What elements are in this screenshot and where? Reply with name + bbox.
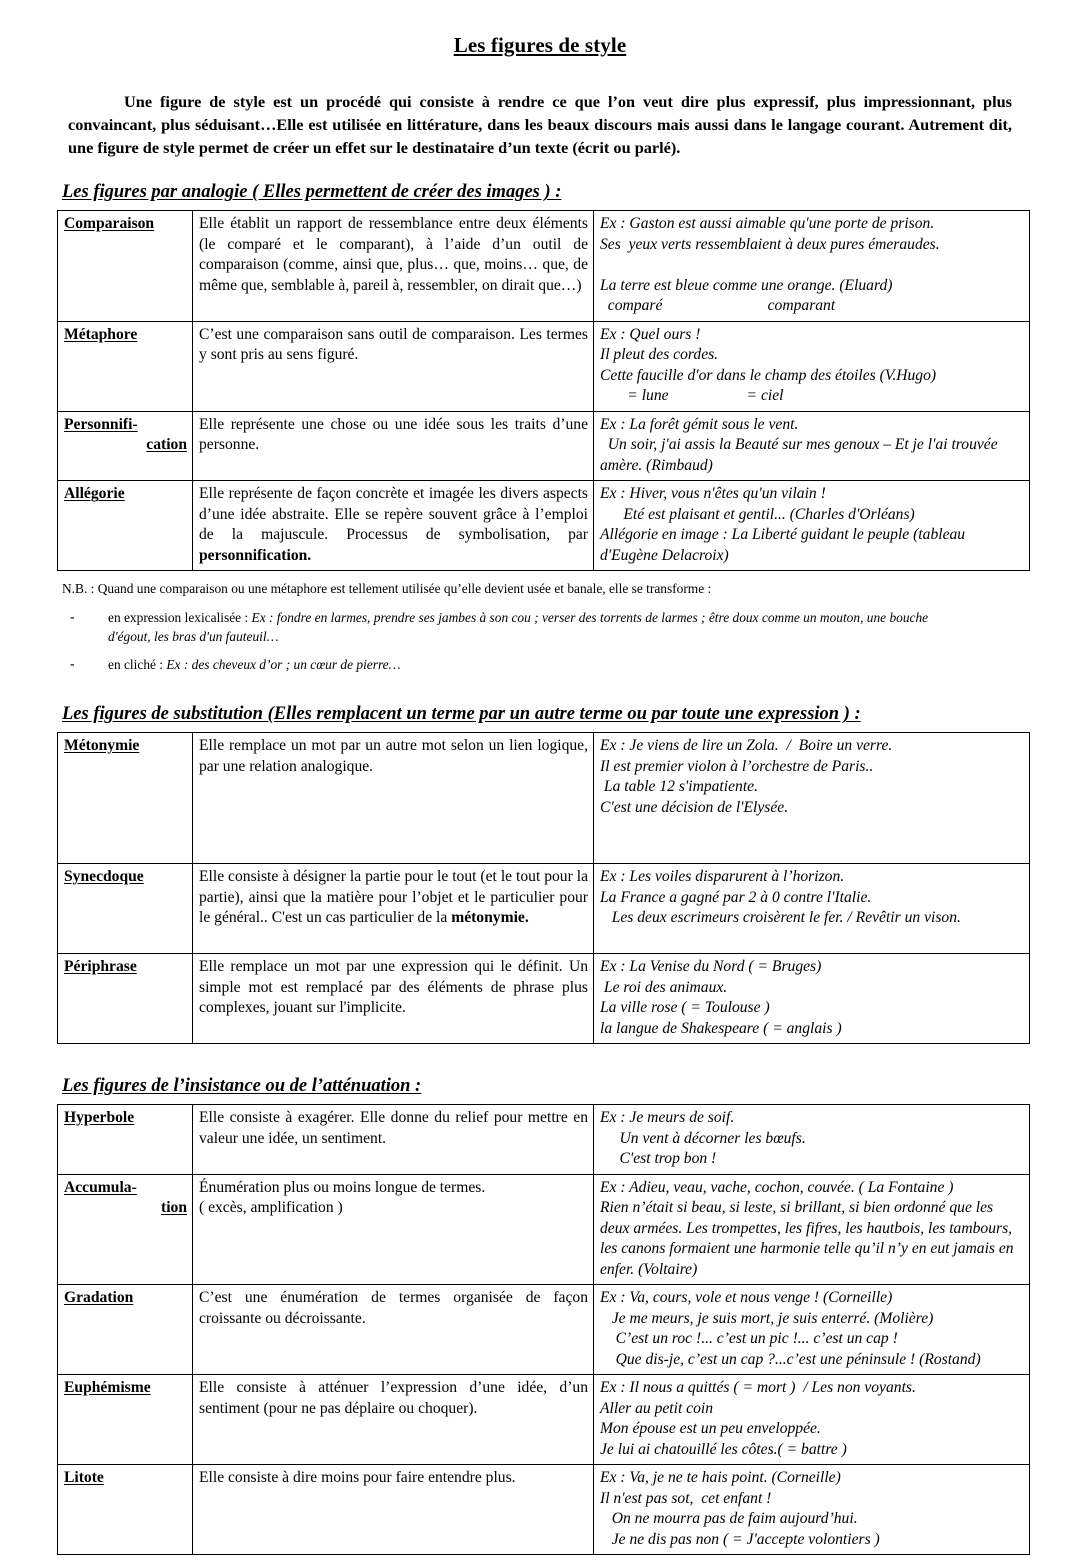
note-item-label: en expression lexicalisée : [108, 610, 252, 626]
example-line: Eté est plaisant et gentil... (Charles d'Orléans) [600, 505, 915, 523]
example-line: La table 12 s'impatiente. [600, 778, 758, 796]
figure-term: Allégorie [64, 485, 125, 503]
table-row [58, 1285, 1030, 1375]
intro-paragraph: Une figure de style est un procédé qui consiste à rendre ce que l’on veut dire plus expressif, plus impressionnant, plus convaincant, plus séduisant…Elle est utilisée en littérature, dans les beaux discours mais aussi dans le langage courant. Autrement dit, une figure de style permet de créer un effet sur le destinataire d’un texte (écrit ou parlé). [68, 92, 1012, 158]
figure-definition-cell [193, 864, 594, 954]
figure-definition-cell [193, 1285, 594, 1375]
figure-examples-cell [594, 1375, 1030, 1465]
figure-term-cell [58, 954, 193, 1044]
note-list [0, 608, 1080, 674]
table-body [58, 211, 1030, 571]
table-figures-insistance [57, 1104, 1030, 1555]
definition-text: C’est une comparaison sans outil de comparaison. Les termes y sont pris au sens figuré. [199, 325, 588, 364]
example-line: Ex : Quel ours ! [600, 325, 701, 343]
figure-definition-cell [193, 1465, 594, 1555]
example-line: Ex : La Venise du Nord ( = Bruges) [600, 958, 822, 976]
example-line: = lune = ciel [600, 387, 784, 405]
definition-text: Elle remplace un mot par une expression qui le définit. Un simple mot est remplacé par des éléments de phrase plus complexes, jouant sur l'implicite. [199, 958, 588, 1017]
example-line: Le roi des animaux. [600, 978, 728, 996]
example-line: Ex : Gaston est aussi aimable qu'une porte de prison. [600, 215, 935, 233]
definition-text: ( excès, amplification ) [199, 1199, 343, 1217]
figure-examples-cell [594, 1285, 1030, 1375]
figure-term: Métaphore [64, 325, 138, 343]
example-line: Ex : Je viens de lire un Zola. / Boire un verre. [600, 737, 893, 755]
definition-text: Elle consiste à désigner la partie pour le tout (et le tout pour la partie), ainsi que la matière pour l’objet et le particulier pour le général.. C'est un cas particulier de la [199, 868, 588, 927]
example-line: On ne mourra pas de faim aujourd’hui. [600, 1510, 858, 1528]
figure-examples-cell [594, 411, 1030, 481]
note-list-item [70, 608, 953, 646]
example-line: Ex : La forêt gémit sous le vent. [600, 415, 799, 433]
table-row [58, 1174, 1030, 1285]
figure-term: Euphémisme [64, 1379, 151, 1397]
figure-examples-cell [594, 1465, 1030, 1555]
example-line: Un vent à décorner les bœufs. [600, 1129, 806, 1147]
figure-examples-cell [594, 954, 1030, 1044]
definition-text: Elle consiste à atténuer l’expression d’une idée, d’un sentiment (pour ne pas déplaire ou choquer). [199, 1379, 588, 1417]
example-line: Allégorie en image : La Liberté guidant le peuple (tableau d'Eugène Delacroix) [600, 526, 969, 564]
example-line: Que dis-je, c’est un cap ?...c’est une péninsule ! (Rostand) [600, 1350, 981, 1368]
definition-text: Elle consiste à exagérer. Elle donne du relief pour mettre en valeur une idée, un sentiment. [199, 1109, 588, 1147]
table-row [58, 864, 1030, 954]
definition-text: Elle consiste à dire moins pour faire entendre plus. [199, 1469, 516, 1487]
figure-examples-cell [594, 1105, 1030, 1175]
example-line: Je me meurs, je suis mort, je suis enterré. (Molière) [600, 1309, 934, 1327]
definition-emphasis: personnification. [199, 546, 312, 564]
figure-examples-cell [594, 211, 1030, 322]
note-lead: N.B. : Quand une comparaison ou une métaphore est tellement utilisée qu’elle devient usée et banale, elle se transforme : [62, 581, 712, 597]
example-line: Ex : Il nous a quittés ( = mort ) / Les non voyants. [600, 1379, 916, 1397]
bullet-dash-icon: - [70, 609, 75, 625]
definition-text: Elle représente une chose ou une idée sous les traits d’une personne. [199, 415, 588, 454]
example-line: Il pleut des cordes. [600, 346, 719, 364]
figure-term-cell [58, 1375, 193, 1465]
table-row [58, 211, 1030, 322]
example-line: C’est un roc !... c’est un pic !... c’est un cap ! [600, 1330, 898, 1348]
figure-examples-cell [594, 1174, 1030, 1285]
figure-term: Métonymie [64, 737, 140, 755]
example-line: Ex : Hiver, vous n'êtes qu'un vilain ! [600, 485, 826, 503]
definition-emphasis: métonymie. [451, 909, 529, 927]
figure-definition-cell [193, 481, 594, 571]
figure-examples-cell [594, 321, 1030, 411]
figure-definition-cell [193, 321, 594, 411]
table-figures-substitution [57, 732, 1030, 1044]
example-line: Cette faucille d'or dans le champ des étoiles (V.Hugo) [600, 366, 937, 384]
table-row [58, 954, 1030, 1044]
figure-term: Périphrase [64, 958, 137, 976]
table-row [58, 1465, 1030, 1555]
example-line: Ex : Je meurs de soif. [600, 1109, 735, 1127]
figure-examples-cell [594, 733, 1030, 864]
table-row [58, 1105, 1030, 1175]
example-line: C'est trop bon ! [600, 1150, 717, 1168]
example-line: Rien n’était si beau, si leste, si brillant, si bien ordonné que les deux armées. Les trompettes, les fifres, les hautbois, les tambours, les canons formaient une harmonie telle qu’il n’y en eut jamais en enfer. (Voltaire) [600, 1199, 1018, 1278]
figure-term: Gradation [64, 1289, 134, 1307]
table-row [58, 733, 1030, 864]
note-item-example: Ex : des cheveux d’or ; un cœur de pierre… [166, 657, 401, 673]
figure-definition-cell [193, 1375, 594, 1465]
figure-definition-cell [193, 733, 594, 864]
table-body [58, 1105, 1030, 1555]
figure-term-cell [58, 733, 193, 864]
figure-definition-cell [193, 954, 594, 1044]
example-line: Il est premier violon à l’orchestre de Paris.. [600, 757, 874, 775]
figure-examples-cell [594, 481, 1030, 571]
example-line [600, 255, 1024, 276]
table-body [58, 733, 1030, 1044]
table-row [58, 411, 1030, 481]
figure-term-cell [58, 1105, 193, 1175]
example-line: Un soir, j'ai assis la Beauté sur mes genoux – Et je l'ai trouvée amère. (Rimbaud) [600, 436, 1002, 474]
figure-term: Comparaison [64, 215, 155, 233]
example-line [600, 839, 1024, 860]
figure-definition-cell [193, 211, 594, 322]
figure-term-cell [58, 411, 193, 481]
figure-term-continuation: cation [146, 436, 187, 454]
example-line: Ex : Les voiles disparurent à l’horizon. [600, 868, 845, 886]
bullet-dash-icon: - [70, 656, 75, 672]
example-line: La ville rose ( = Toulouse ) [600, 999, 770, 1017]
figure-term-cell [58, 211, 193, 322]
figure-term: Personnifi- [64, 415, 138, 433]
example-line: la langue de Shakespeare ( = anglais ) [600, 1019, 842, 1037]
section-heading-substitution: Les figures de substitution (Elles remplacent un terme par un autre terme ou par toute une expression ) : [62, 704, 861, 725]
example-line: Ex : Adieu, veau, vache, cochon, couvée. ( La Fontaine ) [600, 1178, 954, 1196]
figure-term-continuation: tion [161, 1199, 187, 1217]
figure-term: Accumula- [64, 1178, 137, 1196]
example-line: Je ne dis pas non ( = J'accepte volontiers ) [600, 1530, 880, 1548]
note-item-example: Ex : fondre en larmes, prendre ses jambes à son cou ; verser des torrents de larmes ; être doux comme un mouton, une bouche d'égout, les bras d'un fauteuil… [108, 610, 929, 645]
section-heading-analogie: Les figures par analogie ( Elles permettent de créer des images ) : [62, 182, 562, 203]
definition-text: Elle représente de façon concrète et imagée les divers aspects d’une idée abstraite. Elle se repère souvent grâce à l’emploi de la majuscule. Processus de symbolisation, par [199, 485, 588, 544]
example-line: Ex : Va, cours, vole et nous venge ! (Corneille) [600, 1289, 893, 1307]
definition-text: Elle établit un rapport de ressemblance entre deux éléments (le comparé et le comparant), à l’aide d’un outil de comparaison (comme, ainsi que, plus… que, moins… que, de même que, semblable à, pareil à, ressembler, on dirait que…) [199, 215, 588, 294]
example-line: Ex : Va, je ne te hais point. (Corneille) [600, 1469, 841, 1487]
example-line: Il n'est pas sot, cet enfant ! [600, 1489, 772, 1507]
figure-definition-cell [193, 1174, 594, 1285]
section-heading-insistance: Les figures de l’insistance ou de l’atténuation : [62, 1076, 422, 1097]
example-line: C'est une décision de l'Elysée. [600, 798, 789, 816]
figure-term: Litote [64, 1469, 104, 1487]
example-line: La terre est bleue comme une orange. (Eluard) [600, 276, 893, 294]
example-line: Ses yeux verts ressemblaient à deux pures émeraudes. [600, 235, 940, 253]
figure-term: Hyperbole [64, 1109, 135, 1127]
note-item-label: en cliché : [108, 657, 167, 673]
example-line [600, 818, 1024, 839]
table-row [58, 481, 1030, 571]
example-line: Je lui ai chatouillé les côtes.( = battre ) [600, 1440, 847, 1458]
figure-term-cell [58, 481, 193, 571]
note-list-item [70, 655, 953, 674]
document-page [0, 33, 1080, 1561]
figure-term-cell [58, 321, 193, 411]
table-row [58, 321, 1030, 411]
figure-term-cell [58, 1174, 193, 1285]
figure-term-cell [58, 1465, 193, 1555]
figure-term-cell [58, 864, 193, 954]
figure-examples-cell [594, 864, 1030, 954]
figure-definition-cell [193, 1105, 594, 1175]
table-row [58, 1375, 1030, 1465]
figure-definition-cell [193, 411, 594, 481]
example-line: comparé comparant [600, 297, 836, 315]
definition-text: Elle remplace un mot par un autre mot selon un lien logique, par une relation analogique. [199, 737, 588, 775]
table-figures-analogie [57, 210, 1030, 571]
page-title: Les figures de style [453, 33, 627, 57]
example-line: Mon épouse est un peu enveloppée. [600, 1420, 821, 1438]
example-line: Aller au petit coin [600, 1399, 714, 1417]
figure-term: Synecdoque [64, 868, 144, 886]
example-line [600, 929, 1024, 950]
definition-text: Énumération plus ou moins longue de termes. [199, 1178, 486, 1196]
example-line: Les deux escrimeurs croisèrent le fer. / Revêtir un vison. [600, 909, 961, 927]
example-line: La France a gagné par 2 à 0 contre l'Italie. [600, 888, 872, 906]
figure-term-cell [58, 1285, 193, 1375]
definition-text: C’est une énumération de termes organisée de façon croissante ou décroissante. [199, 1289, 588, 1327]
